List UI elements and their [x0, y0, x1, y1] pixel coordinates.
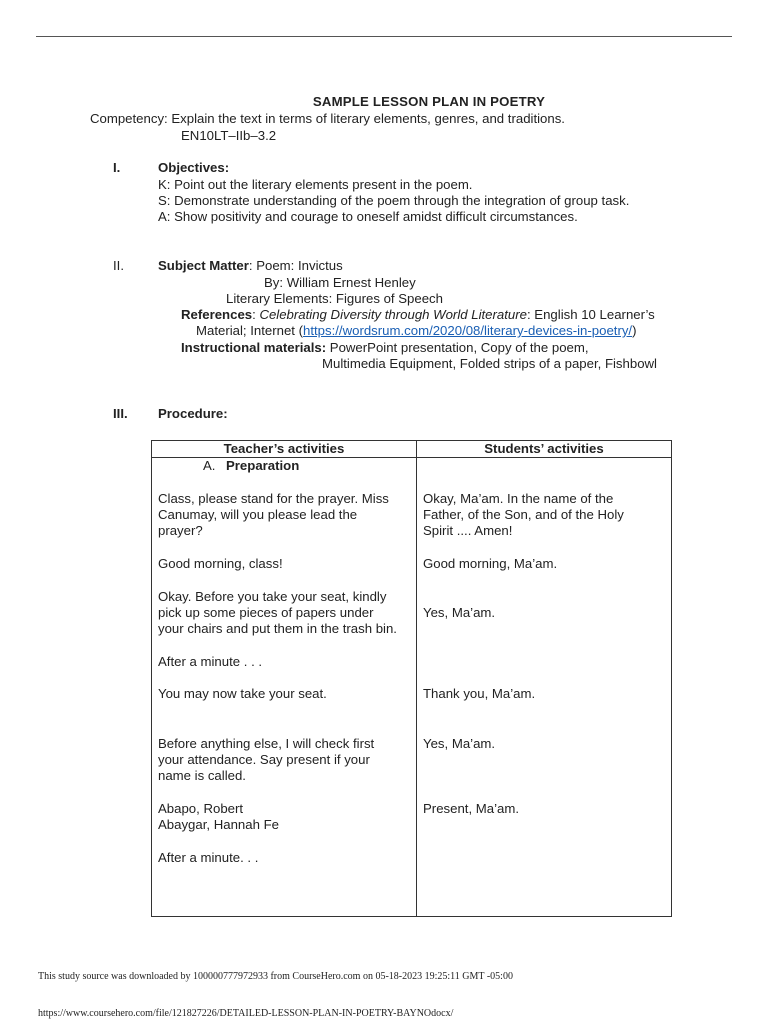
competency-code: EN10LT–IIb–3.2: [181, 128, 277, 143]
student-line: Good morning, Ma’am.: [423, 556, 558, 571]
teacher-line: Abapo, Robert: [158, 801, 244, 816]
teacher-line: Class, please stand for the prayer. Miss: [158, 491, 389, 506]
subject-matter-numeral: II.: [113, 258, 124, 273]
objective-skill: S: Demonstrate understanding of the poem through the integration of group task.: [158, 193, 630, 208]
teacher-activities-header: Teacher’s activities: [152, 441, 417, 458]
subject-matter-line: [158, 258, 343, 274]
references-colon: :: [252, 307, 260, 322]
subject-matter-heading: Subject Matter: [158, 258, 249, 273]
teacher-line: prayer?: [158, 523, 203, 538]
teacher-line: Abaygar, Hannah Fe: [158, 817, 279, 832]
header-rule: [36, 36, 732, 37]
objectives-heading: Objectives:: [158, 160, 230, 175]
objective-attitude: A: Show positivity and courage to oneself amidst difficult circumstances.: [158, 209, 578, 224]
teacher-line: name is called.: [158, 768, 246, 783]
teacher-line: Before anything else, I will check first: [158, 736, 375, 751]
teacher-line: After a minute . . .: [158, 654, 263, 669]
students-activities-header: Students’ activities: [417, 441, 672, 458]
references-line-2: [196, 323, 637, 339]
student-line: Yes, Ma’am.: [423, 736, 496, 751]
procedure-numeral: III.: [113, 406, 128, 421]
section-letter: A.: [203, 458, 216, 473]
objectives-numeral: I.: [113, 160, 121, 175]
references-link[interactable]: https://wordsrum.com/2020/08/literary-devices-in-poetry/: [303, 323, 633, 338]
objective-knowledge: K: Point out the literary elements present in the poem.: [158, 177, 473, 192]
student-line: Okay, Ma’am. In the name of the: [423, 491, 614, 506]
teacher-activities-cell: [152, 458, 417, 917]
references-label: References: [181, 307, 253, 322]
student-line: Thank you, Ma’am.: [423, 686, 536, 701]
student-line: Spirit .... Amen!: [423, 523, 513, 538]
teacher-line: pick up some pieces of papers under: [158, 605, 374, 620]
references-line: [181, 307, 655, 323]
teacher-line: Canumay, will you please lead the: [158, 507, 358, 522]
teacher-line: Good morning, class!: [158, 556, 283, 571]
student-line: Yes, Ma’am.: [423, 605, 496, 620]
footer-url[interactable]: https://www.coursehero.com/file/121827226/DETAILED-LESSON-PLAN-IN-POETRY-BAYNOdocx/: [38, 1008, 454, 1019]
teacher-line: your attendance. Say present if your: [158, 752, 370, 767]
student-line: Present, Ma’am.: [423, 801, 520, 816]
references-book-title: Celebrating Diversity through World Literature: [259, 307, 527, 322]
competency-text: Competency: Explain the text in terms of literary elements, genres, and traditions.: [90, 111, 565, 126]
poem-title: : Poem: Invictus: [248, 258, 343, 273]
teacher-line: Okay. Before you take your seat, kindly: [158, 589, 387, 604]
poem-author: By: William Ernest Henley: [264, 275, 416, 290]
student-line: Father, of the Son, and of the Holy: [423, 507, 624, 522]
procedure-table: [151, 440, 672, 917]
literary-elements: Literary Elements: Figures of Speech: [226, 291, 443, 306]
section-title: Preparation: [226, 458, 300, 473]
procedure-heading: Procedure:: [158, 406, 228, 421]
materials-label: Instructional materials:: [181, 340, 327, 355]
teacher-line: You may now take your seat.: [158, 686, 327, 701]
materials-list-1: PowerPoint presentation, Copy of the poem,: [326, 340, 589, 355]
page-title: SAMPLE LESSON PLAN IN POETRY: [312, 94, 546, 109]
teacher-line: After a minute. . .: [158, 850, 259, 865]
materials-line: [181, 340, 589, 356]
references-book-rest: : English 10 Learner’s: [526, 307, 655, 322]
references-internet-post: ): [632, 323, 637, 338]
materials-list-2: Multimedia Equipment, Folded strips of a paper, Fishbowl: [322, 356, 657, 371]
table-row: [152, 458, 672, 917]
students-activities-cell: [417, 458, 672, 917]
download-notice: This study source was downloaded by 100000777972933 from CourseHero.com on 05-18-2023 19:25:11 GMT -05:00: [38, 971, 513, 982]
references-internet-pre: Material; Internet (: [196, 323, 304, 338]
teacher-line: your chairs and put them in the trash bin.: [158, 621, 397, 636]
table-header-row: [152, 441, 672, 458]
